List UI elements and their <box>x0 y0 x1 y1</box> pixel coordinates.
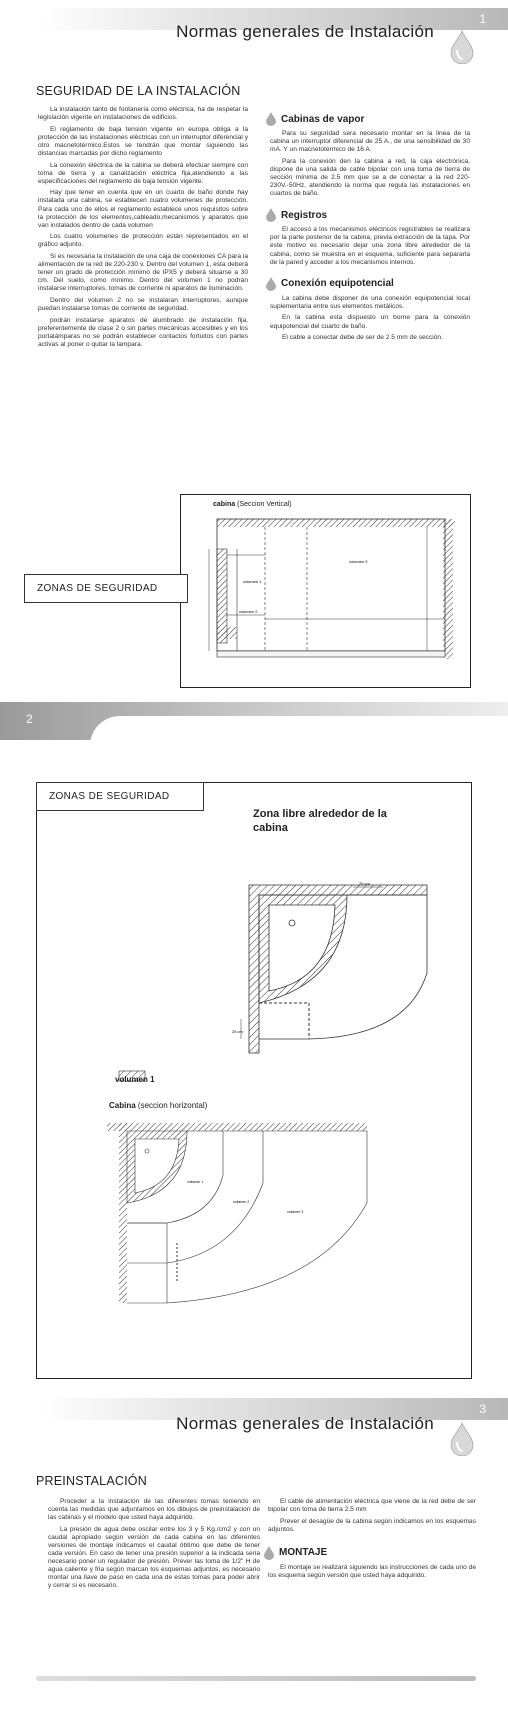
subheading-text: Cabinas de vapor <box>281 113 365 125</box>
paragraph: El cable a conectar debe de ser de 2.5 mm de sección. <box>282 334 443 342</box>
page-number: 2 <box>26 712 33 726</box>
header-title: Normas generales de Instalación <box>176 1414 434 1433</box>
svg-text:volumen 2: volumen 2 <box>233 1200 250 1204</box>
horizontal-section-frame <box>36 782 472 1379</box>
paragraph: El cable de alimentación eléctrica que viene de la red debe de ser bipolar con toma de tierra 2.5 mm <box>268 1498 476 1514</box>
vertical-section-drawing <box>181 495 470 687</box>
paragraph: Dentro del volumen 2 no se instalaran interruptores, aunque puedan instalarse tomas de corriente de seguridad. <box>38 296 248 313</box>
svg-text:volumen 2: volumen 2 <box>239 609 258 614</box>
svg-text:25 cm: 25 cm <box>359 881 370 886</box>
horizontal-section-drawing <box>37 783 471 1378</box>
paragraph: Los cuatro volumenes de protección están representados en el gráfico adjunto. <box>38 233 248 249</box>
page-number: 3 <box>479 1402 486 1416</box>
water-drop-icon <box>266 277 276 291</box>
zonas-seguridad-label: ZONAS DE SEGURIDAD <box>36 782 204 811</box>
header-title: Normas generales de Instalación <box>176 22 434 41</box>
vertical-section-diagram <box>180 494 471 688</box>
paragraph: El acceso a los mecanismos eléctricos registrables se realizara por la parte posterior de la cabina, previa extracción de la tapa. Por este motivo es necesario dejar una zona libre alrededor de la cabina, como se muestra en el esquema, suficiente para separarla de la pared y acceder a los mecanismos internos. <box>270 226 470 266</box>
water-drop-icon <box>266 112 276 126</box>
paragraph: Para su seguridad sera necesario montar en la linea de la cabina un interruptor diferencial de 25 A., de una sensibilidad de 30 mA. Y un macnetotérmico de 16 A. <box>270 130 470 154</box>
subheading-text: Registros <box>281 209 328 221</box>
paragraph: Hay que tener en cuenta que en un cuarto de baño donde hay instalada una cabina, se establecen cuatro volumenes de protección. Para cada uno de ellos el reglamento establece unos requisitos sobre la protección de los elementos,cableado,mecanismos y aparatos que van instalados dentro de cada volumen <box>38 189 248 229</box>
subheading-cabinas-vapor <box>266 112 470 126</box>
section-title-preinstalacion: PREINSTALACIÓN <box>36 1474 147 1488</box>
paragraph: podrán instalarse aparatos de alumbrado de instalación fija, preferentemente de clase 2 o sin partes mecánicas accesibles y en los portalámparas no se podrán establecer contactos fortuitos con partes activas al poner o quitar la lampara. <box>38 316 248 348</box>
legend-volumen-1: volumen 1 <box>115 1075 155 1084</box>
section-title-seguridad: SEGURIDAD DE LA INSTALACIÓN <box>36 84 241 98</box>
water-drop-icon <box>266 208 276 222</box>
subheading-text: Conexión equipotencial <box>281 278 394 290</box>
svg-text:volumen 3: volumen 3 <box>349 559 368 564</box>
right-column-text <box>268 1498 476 1584</box>
cabina-subtitle: (seccion horizontal) <box>137 1101 208 1110</box>
paragraph: Prever el desagüe de la cabina según indicamos en los esquemas adjuntos. <box>268 1517 476 1533</box>
subheading-text: MONTAJE <box>279 1547 328 1559</box>
water-drop-icon <box>450 30 474 64</box>
paragraph: El reglamento de baja tensión vigente en europa obliga a la protección de las instalaciones eléctricas con un interruptor diferencial y otro macnetotérmico.Estos se tendrán que montar siguiendo las distancias marcadas por dicho reglamento <box>38 125 249 157</box>
page-number: 1 <box>479 12 486 26</box>
subheading-montaje <box>264 1546 476 1560</box>
svg-text:volumen 3: volumen 3 <box>287 1210 304 1214</box>
page-header-1 <box>0 0 508 60</box>
svg-text:25 cm: 25 cm <box>232 1029 243 1034</box>
water-drop-icon <box>450 1422 474 1456</box>
svg-text:volumen 1: volumen 1 <box>187 1180 204 1184</box>
subheading-registros <box>266 208 470 222</box>
water-drop-icon <box>264 1546 274 1560</box>
svg-text:volumen 1: volumen 1 <box>243 579 262 584</box>
paragraph: La presión de agua debe oscilar entre los 3 y 5 Kg./cm2 y con un caudal apropiado según versión de cada cabina en las diferentes versiones de montaje indicamos el caudal óbtimo que debe de tener cada versión. En caso de tener una presión superior a la indicada seria necesario poner un regulador de presión. Prever las toma de 1/2" H de agua caliente y fria según marcan los esquemas adjuntos, es necesario montar una llave de paso en cada una de estas tomas para poder abrir y cerrar si es necesario. <box>48 1525 260 1590</box>
diagram-title-text: cabina <box>213 501 236 508</box>
left-column-text <box>48 1498 260 1594</box>
bottom-rule <box>36 1676 476 1681</box>
paragraph: La conexión eléctrica de la cabina se deberá efectuar siempre con toma de tierra y a canalización eléctrica fija,atendiendo a las especificaciones del reglamento de baja tensión vigente. <box>38 161 248 185</box>
paragraph: En la cabina esta dispuesto un borne para la conexión equipotencial del cuarto de baño. <box>270 314 470 330</box>
page-header-3 <box>0 1390 508 1450</box>
paragraph: La cabina debe disponer de una conexión equipotencial local suplementaria entre sus elementos metálicos. <box>270 294 470 310</box>
left-column-text <box>38 106 248 353</box>
subheading-conexion <box>266 277 470 291</box>
paragraph: Si es necesaria la instalación de una caja de conexiones CA para la alimentación de la red de 220-230 v. Dentro del volumen 1, esta deberá tener un grado de protección mínimo de IPX5 y deberá situarse a 30 cm. Del suelo, como mínimo. Dentro del volumen 1 no podrán instalarse interruptores, tomas de corriente ni aparatos de iluminación. <box>38 253 248 293</box>
right-column-text <box>270 106 470 346</box>
cabina-title-text: Cabina <box>109 1101 136 1110</box>
paragraph: El montaje se realizará siguiendo las instrucciones de cada uno de los esquema según versión que usted haya adquirido. <box>268 1563 476 1579</box>
diagram-subtitle: (Seccion Vertical) <box>237 501 292 508</box>
zonas-seguridad-label: ZONAS DE SEGURIDAD <box>24 574 188 603</box>
divider-curve <box>90 716 508 746</box>
paragraph: Proceder a la instalación de las diferentes tomas teniendo en cuenta las medidas que adjuntamos en los dibujos de preinstalacion de las cabinas y el modelo que usted haya adquirido. <box>48 1498 260 1522</box>
zona-libre-title: Zona libre alrededor de la cabina <box>253 808 387 834</box>
page-divider-2 <box>0 702 508 740</box>
paragraph: Para la conexión den la cabina a red, la caja electrónica, dispone de una salida de cable bipolar con una toma de tierra de sección mínima de 2.5 mm que se a de conectar a la red 220-230V.-50Hz, atendiendo la norma que regula las instalaciones en cuartos de baño. <box>270 157 470 198</box>
paragraph: La instalación tanto de fontanería como eléctrica, ha de respetar la legislación vigente en instalaciones de edificios. <box>38 106 248 122</box>
